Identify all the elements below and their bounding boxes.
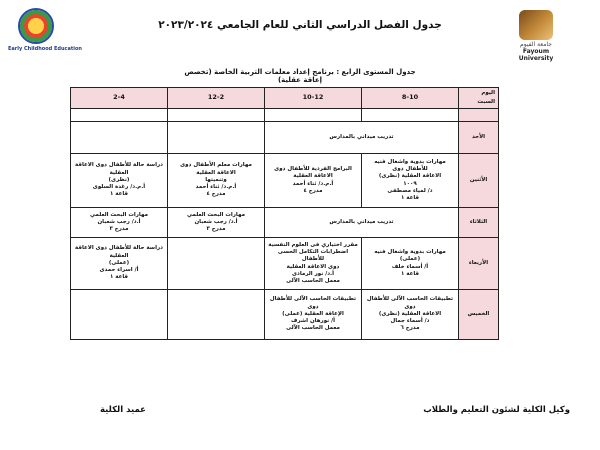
course-cell: دراسة حالة للأطفال ذوى الاعاقة العقلية (نظرى) أ.م.د/ رغدة السلوى قاعة ١: [71, 154, 168, 208]
table-row: [71, 238, 499, 290]
course-cell: البرامج الفردية للأطفال ذوى الاعاقة العقلية أ.م.د/ ثناء أحمد مدرج ٤: [265, 154, 362, 208]
schedule-cell: [71, 290, 168, 340]
page-title: جدول الفصل الدراسي الثاني للعام الجامعي ٢٠٢٣/٢٠٢٤: [158, 19, 442, 31]
course-cell: مهارات بدوية واشغال فنيه للأطفال ذوى الاعاقة العقلية (نظرى) ١٠٠٩ د/ لمياء مصطفى قاعة ١: [362, 154, 459, 208]
day-cell-tue: الثلاثاء: [459, 208, 499, 238]
table-header-row: [71, 88, 499, 109]
table-row: [71, 208, 499, 238]
logo-left-english: Early Childhood Education: [8, 46, 82, 52]
schedule-cell: [168, 122, 265, 154]
training-cell: تدريب ميداني بالمدارس: [265, 208, 459, 238]
time-slot-header: 12-2: [168, 88, 265, 109]
day-cell-sun: الأحد: [459, 122, 499, 154]
schedule-cell: [168, 238, 265, 290]
corner-top-label: اليوم: [481, 90, 495, 96]
vice-dean-signature: وكيل الكلية لشئون التعليم والطلاب: [423, 405, 570, 415]
time-slot-header: 10-12: [265, 88, 362, 109]
course-cell: دراسة حالة للأطفال ذوى الاعاقة العقلية (عملى) أ/ اسراء حمدى قاعة ١: [71, 238, 168, 290]
corner-cell: [459, 88, 499, 109]
page-subtitle: جدول المستوى الرابع : برنامج إعداد معلمات التربية الخاصة (تخصص إعاقة عقلية): [184, 68, 416, 84]
day-cell-thu: الخميس: [459, 290, 499, 340]
schedule-cell: [362, 109, 459, 122]
time-slot-header: 8-10: [362, 88, 459, 109]
course-cell: مقرر اختياري فى العلوم النفسية اضطرابات التكامل الحسى للأطفال ذوى الاعاقة العقلية أ.د/ نور الرمادى معمل الحاسب الآلى: [265, 238, 362, 290]
course-cell: مهارات البحث العلمي أ.د/ رجب شعبان مدرج ٣: [71, 208, 168, 238]
table-row: [71, 154, 499, 208]
course-cell: مهارات البحث العلمي أ.د/ رجب شعبان مدرج ٣: [168, 208, 265, 238]
course-cell: مهارات معلم الأطفال ذوى الاعاقة العقلية وتنميتها أ.م.د/ ثناء أحمد مدرج ٤: [168, 154, 265, 208]
dean-signature: عميد الكلية: [100, 405, 146, 415]
course-cell: مهارات بدوية واشغال فنيه (عملى) أ/ أسماء خلف قاعة ١: [362, 238, 459, 290]
university-emblem-icon: [519, 10, 553, 40]
schedule-cell: [265, 109, 362, 122]
day-cell-wed: الأربعاء: [459, 238, 499, 290]
table-row: [71, 109, 499, 122]
day-cell-sat: [459, 109, 499, 122]
course-cell: تطبيقات الحاسب الآلى للأطفال ذوى الاعاقة العقلية (نظرى) د/ أسماء جمال مدرج ٦: [362, 290, 459, 340]
fayoum-university-logo: [506, 10, 566, 62]
table-row: [71, 290, 499, 340]
logo-right-arabic: جامعة الفيوم: [520, 41, 552, 48]
logo-right-english: Fayoum University: [518, 48, 554, 62]
time-slot-header: 2-4: [71, 88, 168, 109]
schedule-table: [70, 87, 499, 340]
schedule-cell: [168, 109, 265, 122]
corner-bottom-label: السبت: [477, 98, 495, 105]
schedule-cell: [71, 122, 168, 154]
faculty-emblem-icon: [18, 8, 54, 44]
course-cell: تطبيقات الحاسب الآلى للأطفال ذوى الإعاقة العقلية (عملى) أ/ نورهان اشرف معمل الحاسب الآلى: [265, 290, 362, 340]
day-cell-mon: الأثنين: [459, 154, 499, 208]
schedule-cell: [168, 290, 265, 340]
schedule-cell: [71, 109, 168, 122]
table-row: [71, 122, 499, 154]
faculty-logo: [8, 8, 82, 58]
training-cell: تدريب ميداني بالمدارس: [265, 122, 459, 154]
